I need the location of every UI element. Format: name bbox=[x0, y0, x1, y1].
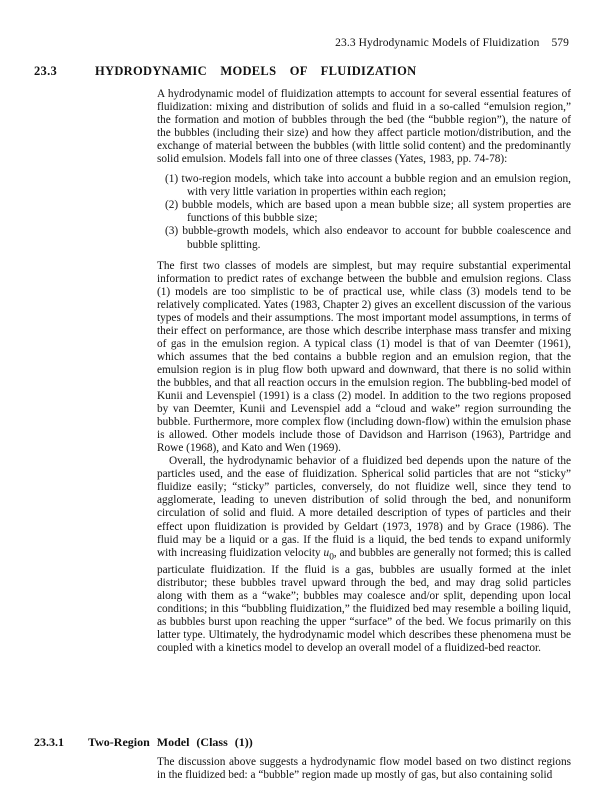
subsection-title: Two-Region Model (Class (1)) bbox=[88, 735, 253, 749]
section-heading bbox=[34, 64, 416, 79]
velocity-subscript: 0 bbox=[329, 551, 334, 562]
section-title: HYDRODYNAMIC MODELS OF FLUIDIZATION bbox=[95, 64, 417, 78]
model-classes-list bbox=[157, 173, 571, 251]
paragraph-hydrodynamic-behavior bbox=[157, 455, 571, 655]
intro-paragraph: A hydrodynamic model of fluidization attempts to account for several essential features of fluidization: mixing and distribution of solids and fluid in a so-called “emulsion region,” the formation and motion of bubbles through the bed (the “bubble region”), the nature of the bubbles (including their size) and how they affect particle motion/distribution, and the exchange of material between the bubbles (with little solid content) and the predominantly solid emulsion. Models fall into one of three classes (Yates, 1983, pp. 74-78): bbox=[157, 88, 571, 166]
paragraph-text-part: , and bubbles are generally not formed; this is called particulate fluidization. If the fluid is a gas, bubbles are usually formed at the inlet distributor; these bubbles travel upward through the bed, and may drag solid particles along with them as a “wake”; bubbles may coalesce and/or split, depending upon local conditions; in this “bubbling fluidization,” the fluidized bed may resemble a boiling liquid, as bubbles burst upon reaching the upper “surface” of the bed. We focus primarily on this latter type. Ultimately, the hydrodynamic model which describes these phenomena must be coupled with a kinetics model to develop an overall model of a fluidized-bed reactor. bbox=[157, 546, 571, 655]
subsection-number: 23.3.1 bbox=[34, 735, 64, 749]
subsection-heading bbox=[34, 735, 253, 750]
paragraph-model-classes-discussion: The first two classes of models are simplest, but may require substantial experimental information to predict rates of exchange between the bubble and emulsion regions. Class (1) models are too simplistic to be of practical use, while class (3) models tend to be relatively complicated. Yates (1983, Chapter 2) gives an excellent discussion of the various types of models and their assumptions. The most important model assumptions, in terms of their effect on performance, are those which describe interphase mass transfer and mixing of gas in the emulsion region. A typical class (1) model is that of van Deemter (1961), which assumes that the bed contains a bubble region and an emulsion region, that the emulsion region is in plug flow both upward and downward, that there is no solid within the bubbles, and that all reaction occurs in the emulsion region. The bubbling-bed model of Kunii and Levenspiel (1991) is a class (2) model. In addition to the two regions proposed by van Deemter, Kunii and Levenspiel add a “cloud and wake” region surrounding the bubble. Furthermore, more complex flow (including down-flow) within the emulsion phase is allowed. Other models include those of Davidson and Harrison (1963), Partridge and Rowe (1968), and Kato and Wen (1969). bbox=[157, 259, 571, 455]
subsection-body bbox=[157, 756, 571, 782]
paragraph-text-part: Overall, the hydrodynamic behavior of a fluidized bed depends upon the nature of the particles used, and the ease of fluidization. Spherical solid particles that are not “sticky” fluidize easily; “sticky” particles, conversely, do not fluidize well, since they tend to agglomerate, leading to uneven distribution of solid through the bed, and nonuniform circulation of solid and fluid. A more detailed description of types of particles and their effect upon fluidization is provided by Geldart (1973, 1978) and by Grace (1986). The fluid may be a liquid or a gas. If the fluid is a liquid, the bed tends to expand uniformly with increasing fluidization velocity bbox=[157, 455, 571, 559]
running-head bbox=[335, 37, 569, 49]
page-number: 579 bbox=[551, 37, 569, 49]
list-item: (2) bubble models, which are based upon a mean bubble size; all system properties are functions of this bubble size; bbox=[165, 199, 571, 225]
list-item: (1) two-region models, which take into account a bubble region and an emulsion region, with very little variation in properties within each region; bbox=[165, 173, 571, 199]
section-number: 23.3 bbox=[34, 64, 58, 78]
section-body bbox=[157, 88, 571, 655]
list-item: (3) bubble-growth models, which also endeavor to account for bubble coalescence and bubble splitting. bbox=[165, 225, 571, 251]
subsection-paragraph: The discussion above suggests a hydrodynamic flow model based on two distinct regions in the fluidized bed: a “bubble” region made up mostly of gas, but also containing solid bbox=[157, 756, 571, 782]
velocity-symbol: u bbox=[323, 546, 330, 559]
running-head-title: 23.3 Hydrodynamic Models of Fluidization bbox=[335, 37, 540, 49]
